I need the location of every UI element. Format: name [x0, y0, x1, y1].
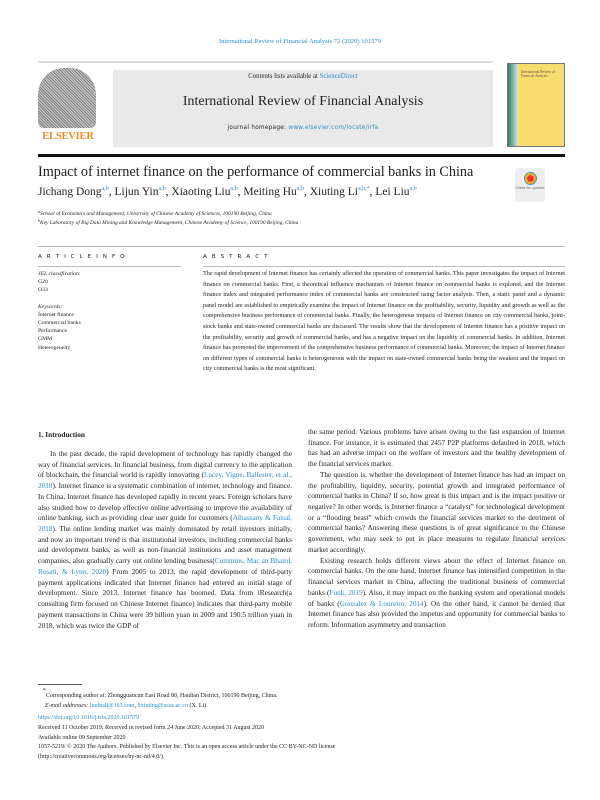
- author-affiliation-mark[interactable]: a,b: [296, 186, 304, 192]
- author-name[interactable]: Xiaoting Liu: [171, 186, 231, 198]
- citation-link[interactable]: Lucey, Vigne, Ballester, et al., 2018: [38, 471, 292, 491]
- received-dates: Received 11 October 2019; Received in revised form 24 June 2020; Accepted 31 August 2020: [38, 724, 265, 731]
- article-title: Impact of internet finance on the performance of commercial banks in China: [38, 164, 474, 180]
- author-separator: ,: [303, 186, 310, 198]
- email-link[interactable]: lixiuting@ucas.ac.cn: [137, 702, 188, 709]
- homepage-link[interactable]: www.elsevier.com/locate/irfa: [288, 125, 379, 131]
- text-run: ). On the other hand, it cannot be denied that Internet finance has also provided the impetus and opportunity for commercial banks to reform. Information asymmetry and transaction: [308, 599, 565, 629]
- footnote-rule: [38, 684, 82, 685]
- keyword: Performance: [38, 328, 68, 335]
- contents-line: [113, 73, 493, 80]
- right-column: [308, 427, 565, 631]
- citation-link[interactable]: Gonzalez & Loureiro, 2014: [339, 599, 424, 608]
- header-rule: [38, 154, 565, 157]
- check-updates-icon: [524, 172, 537, 185]
- author-list: [38, 186, 417, 198]
- text-run: ). Internet finance is a systematic combination of internet, technology and finance. In China, Internet finance has developed rapidly in recent years. Foreign scholars have also studied how to develop effective online advertising to improve the availability of online banking, such as providing clear user guide for customers (: [38, 482, 292, 523]
- affiliation-text: School of Economics and Management, University of Chinese Academy of Sciences, 100190 Beijing, China: [40, 211, 272, 217]
- jel-code: G20: [38, 279, 48, 286]
- license-url: (http://creativecommons.org/licenses/by-nc-nd/4.0/).: [38, 754, 165, 761]
- author-separator: ,: [165, 186, 172, 198]
- affiliation-mark: a: [38, 209, 40, 214]
- author-affiliation-mark[interactable]: a,b: [409, 186, 417, 192]
- email-suffix: (X. Li).: [187, 702, 208, 709]
- email-label: E-mail addresses:: [45, 702, 90, 709]
- keywords-label: Keywords:: [38, 303, 63, 310]
- text-run: In the past decade, the rapid development of technology has rapidly changed the way of financial services. In financial business, from digital currency to the application of blockchain, the financial world is rapidly innovating (: [38, 450, 292, 480]
- keyword: Internet finance: [38, 311, 74, 318]
- author-separator: ,: [369, 186, 376, 198]
- abstract-heading: A B S T R A C T: [203, 254, 270, 260]
- divider: [203, 266, 565, 267]
- article-metadata: [38, 714, 335, 763]
- keyword: Commercial banks: [38, 320, 81, 327]
- author-affiliation-mark[interactable]: a,b,*: [357, 186, 370, 192]
- keyword: Heterogeneity: [38, 344, 71, 351]
- corresponding-note: [38, 687, 277, 702]
- license-text: 1057-5219/ © 2020 The Authors. Published by Elsevier Inc. This is an open access article under the CC BY-NC-ND license: [38, 744, 336, 751]
- author-name[interactable]: Jichang Dong: [38, 186, 102, 198]
- keyword: GMM: [38, 336, 53, 343]
- paragraph: [308, 470, 565, 556]
- citation-link[interactable]: Alhassany & Faisal, 2018: [38, 514, 292, 534]
- check-for-updates-button[interactable]: [515, 168, 545, 202]
- text-run: ). The online lending market was mainly dominated by retail investors initially, and now an important trend is that institutional investors, including commercial banks and development banks, as well as non-financial institutions and asset management companies, also gradually carry out online lending business(: [38, 525, 292, 566]
- email-link[interactable]: lindnall@163.com: [89, 702, 135, 709]
- article-info-heading: A R T I C L E I N F O: [38, 254, 127, 260]
- homepage-prefix: journal homepage:: [227, 125, 289, 131]
- journal-banner: [113, 70, 493, 147]
- text-run: ). Also, it may impact on the banking system and operational models of banks (: [308, 588, 565, 608]
- affiliation-mark: b: [38, 218, 40, 223]
- author-name[interactable]: Lijun Yin: [114, 186, 159, 198]
- text-run: Existing research holds different views about the effect of Internet finance on commercial banks. On the one hand, Internet finance has intensified competition in the financial services market in China, affecting the traditional business of commercial banks (: [308, 556, 565, 597]
- cover-title: International Review of Financial Analysis: [521, 70, 556, 78]
- citation-link[interactable]: Funk, 2019: [329, 588, 363, 597]
- footnote: [38, 687, 277, 711]
- journal-citation-link[interactable]: International Review of Financial Analysis 72 (2020) 101579: [218, 38, 382, 45]
- author-affiliation-mark[interactable]: a,b: [230, 186, 238, 192]
- paragraph: [38, 449, 292, 631]
- author-affiliation-mark[interactable]: a,b: [158, 186, 166, 192]
- divider: [38, 246, 565, 247]
- article-info: [38, 270, 183, 352]
- affiliation-b: [38, 218, 298, 226]
- contents-prefix: Contents lists available at: [248, 73, 320, 80]
- footnote-mark: *: [43, 688, 46, 694]
- author-separator: ,: [237, 186, 244, 198]
- left-column: [38, 449, 292, 631]
- check-updates-label: Check for updates: [515, 186, 545, 190]
- text-run: The question is, whether the development of Internet finance has had an impact on the profitability, liquidity, security, potential growth and integrated performance of commercial banks in China? If so, how great is this impact and is the impact positive or negative? In other words, is Internet finance a “catalyst” for technological development or a “flooding beast” which crowds the financial services market to the detriment of commercial banks? Answering these questions is of great significance to the Chinese government, who may seek to put in place measures to regulate financial services market accordingly.: [308, 470, 565, 554]
- text-run: the same period. Various problems have arisen owing to the fast expansion of Internet finance. For instance, it is estimated that 2457 P2P platforms defaulted in 2018, which has had an adverse impact on the welfare of investors and the healthy development of the financial services market.: [308, 428, 565, 469]
- jel-code: O33: [38, 287, 48, 294]
- top-rule: [38, 61, 493, 63]
- running-head[interactable]: [0, 38, 600, 45]
- paragraph: [308, 427, 565, 470]
- divider: [38, 266, 181, 267]
- jel-label: JEL classification:: [38, 271, 81, 277]
- author-affiliation-mark[interactable]: a,b: [101, 186, 109, 192]
- affiliation-a: [38, 209, 272, 217]
- author-separator: ,: [108, 186, 115, 198]
- homepage-line: [113, 125, 493, 131]
- elsevier-logo: [38, 68, 98, 148]
- journal-title: International Review of Financial Analysis: [182, 94, 424, 109]
- author-name[interactable]: Lei Liu: [375, 186, 410, 198]
- doi-link[interactable]: https://doi.org/10.1016/j.irfa.2020.101579: [38, 715, 140, 721]
- journal-cover-image: [507, 63, 565, 147]
- citation-link[interactable]: Cummins, Mac an Bhaird, Rosati, & Lynn, 2020: [38, 557, 292, 576]
- publisher-name: ELSEVIER: [42, 131, 94, 142]
- section-heading: 1. Introduction: [38, 430, 85, 439]
- tree-logo-icon: [38, 68, 96, 128]
- corresponding-text: Corresponding author at: Zhongguancun East Road 80, Haidian District, 100190 Beijing, China.: [46, 693, 278, 699]
- text-run: ) From 2005 to 2013, the rapid development of third-party payment applications indicated that Internet finance had entered an initial stage of development. Since 2013, Internet finance has boomed. Data from iResearch(a consulting firm focused on Chinese Internet finance) indicates that third-party mobile payment transactions in China were 39 billion yuan in 2009 and 190.5 trillion yuan in 2018, which was twice the GDP of: [38, 567, 292, 630]
- author-name[interactable]: Meiting Hu: [243, 186, 297, 198]
- paragraph: [308, 556, 565, 631]
- abstract-text: The rapid development of Internet finance has certainly affected the operation of commercial banks. This paper investigates the impact of Internet finance on commercial banks. First, a theoretical influence mechanism of Internet finance on commercial banks is explored, and the Internet finance index and integrated performance index of commercial banks are constructed using factor analysis. Then, a static panel and a dynamic panel model are established to empirically examine the impact of Internet finance on the profitability, security, liquidity and growth as well as the comprehensive business performance of commercial banks. Finally, the heterogenous impacts of Internet finance on city commercial banks, joint-stock banks and state-owned commercial banks are discussed. The results show that the development of Internet finance has a positive impact on the profitability, security and growth of commercial banks, and has a negative impact on the liquidity of commercial banks. In addition, Internet finance has promoted the improvement of the comprehensive business performance of commercial banks. Moreover, the impact of Internet finance on different types of commercial banks is heterogeneous with the impact on state-owned commercial banks being the weakest and the impact on city commercial banks is the most significant.: [203, 271, 565, 373]
- email-line: E-mail addresses: lindnall@163.com, lixiuting@ucas.ac.cn (X. Li).: [45, 702, 208, 709]
- sciencedirect-link[interactable]: ScienceDirect: [319, 73, 358, 80]
- available-online: Available online 09 September 2020: [38, 734, 126, 741]
- author-name[interactable]: Xiuting Li: [309, 186, 358, 198]
- affiliation-text: Key Laboratory of Big Data Mining and Knowledge Management, Chinese Academy of Science, 100190 Beijing, China: [40, 220, 299, 226]
